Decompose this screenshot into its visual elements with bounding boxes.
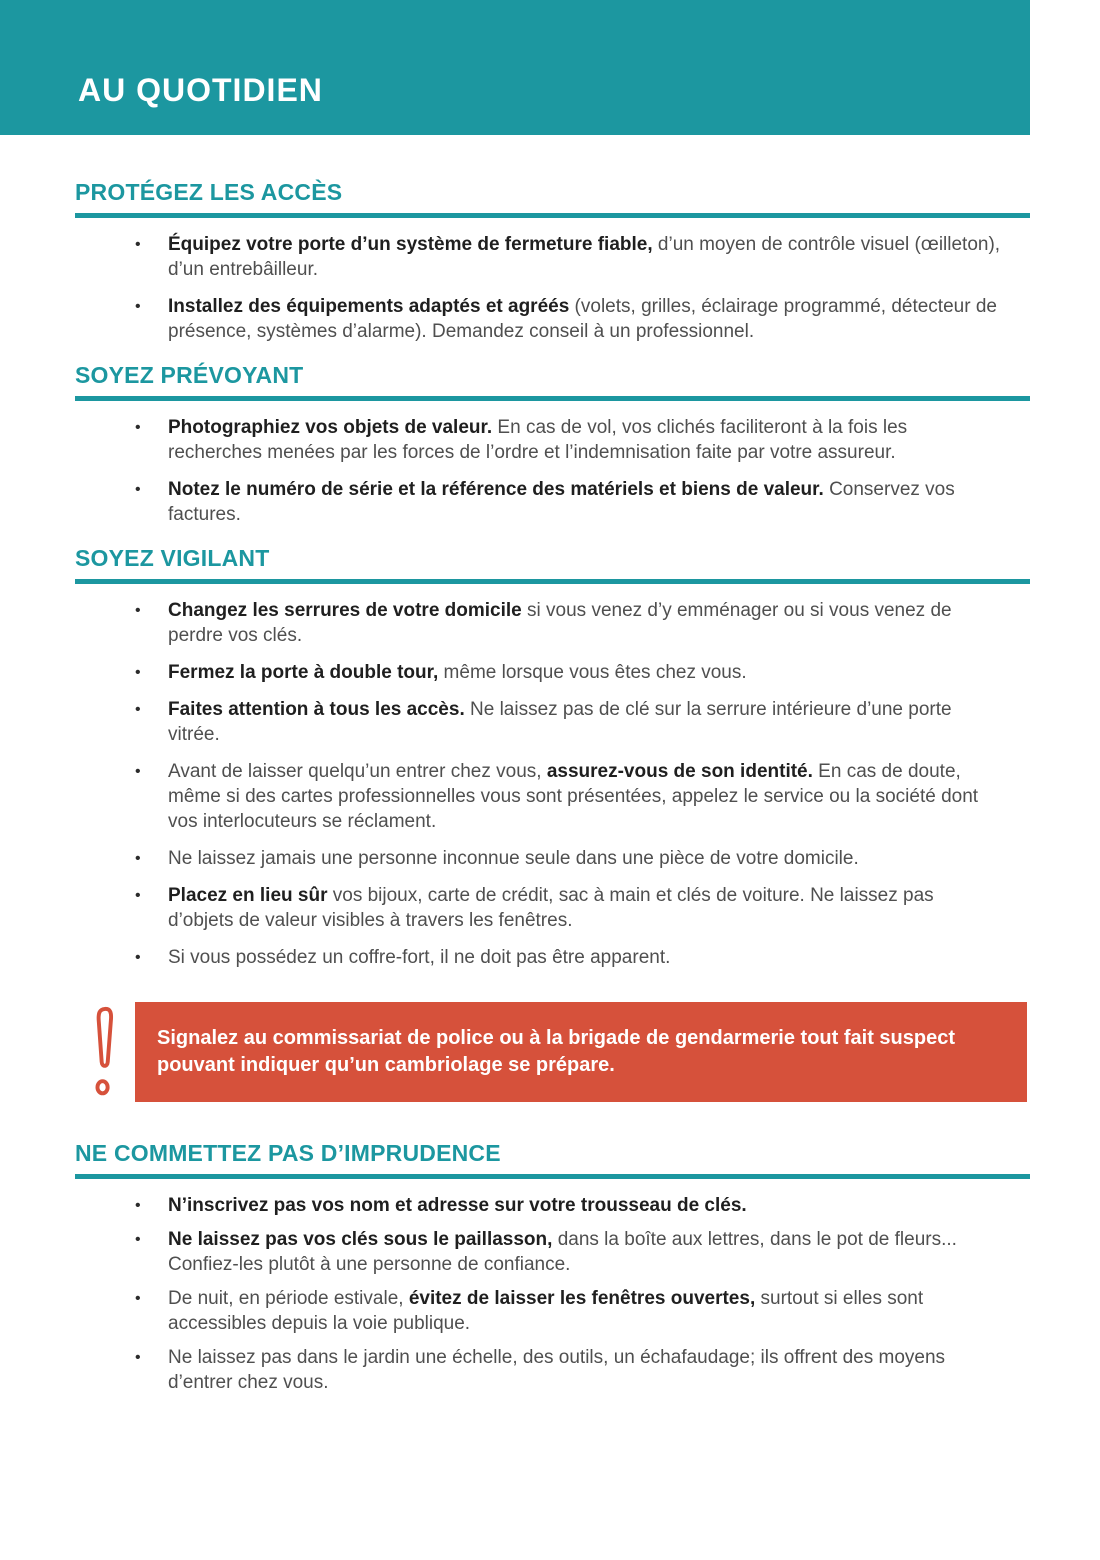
list-item-text [168,945,1003,970]
list-item-text [168,1345,1003,1395]
text-segment-bold: Notez le numéro de série et la référence des matériels et biens de valeur. [168,479,824,500]
list-item [75,232,1030,282]
bullet-icon: • [135,1197,141,1214]
section-protegez-les-acces [75,179,1030,344]
list-item-text [168,697,1003,747]
text-segment-rest: En cas de doute, même si des cartes professionnelles vous sont présentées, appelez le service ou la société dont vos interlocuteurs se réclament. [168,761,979,832]
list-item-text [168,415,1003,465]
list-item [75,697,1030,747]
text-segment-bold: évitez de laisser les fenêtres ouvertes, [408,1288,756,1309]
list-item-text [168,846,1003,871]
section-soyez-prevoyant [75,362,1030,527]
page-banner [0,0,1030,135]
bullet-icon: • [135,887,141,904]
text-segment-rest: dans la boîte aux lettres, dans le pot de fleurs... Confiez-les plutôt à une personne de confiance. [168,1229,957,1275]
bullet-list [75,1193,1030,1395]
text-segment-bold: Changez les serrures de votre domicile [168,600,522,621]
bullet-icon: • [135,481,141,498]
list-item-text [168,759,1003,834]
text-segment-bold: Installez des équipements adaptés et agréés [168,296,570,317]
text-segment-pre: De nuit, en période estivale, [168,1288,409,1309]
list-item [75,759,1030,834]
section-ne-commettez-pas-d-imprudence [75,1140,1030,1395]
text-segment-rest: Ne laissez jamais une personne inconnue seule dans une pièce de votre domicile. [168,848,859,869]
text-segment-rest: Conservez vos factures. [168,479,955,525]
list-item [75,883,1030,933]
list-item [75,1193,1030,1218]
list-item [75,945,1030,970]
text-segment-bold: Faites attention à tous les accès. [168,699,465,720]
list-item-text [168,883,1003,933]
bullet-icon: • [135,949,141,966]
text-segment-rest: surtout si elles sont accessibles depuis la voie publique. [168,1288,924,1334]
list-item [75,294,1030,344]
section-soyez-vigilant [75,545,1030,970]
list-item [75,846,1030,871]
text-segment-bold: assurez-vous de son identité. [546,761,813,782]
text-segment-rest: d’un moyen de contrôle visuel (œilleton), d’un entrebâilleur. [168,234,1001,280]
text-segment-bold: Ne laissez pas vos clés sous le paillasson, [168,1229,553,1250]
bullet-list [75,232,1030,344]
alert-text: Signalez au commissariat de police ou à la brigade de gendarmerie tout fait suspect pouvant indiquer qu’un cambriolage se prépare. [157,1027,955,1076]
list-item [75,660,1030,685]
bullet-icon: • [135,1349,141,1366]
text-segment-rest: vos bijoux, carte de crédit, sac à main et clés de voiture. Ne laissez pas d’objets de valeur visibles à travers les fenêtres. [168,885,934,931]
list-item [75,415,1030,465]
blocks-container [75,179,1030,1395]
text-segment-rest: Si vous possédez un coffre-fort, il ne doit pas être apparent. [168,947,671,968]
text-segment-bold: Fermez la porte à double tour, [168,662,439,683]
list-item [75,598,1030,648]
list-item [75,477,1030,527]
text-segment-rest: En cas de vol, vos clichés faciliteront à la fois les recherches menées par les forces de l’ordre et l’indemnisation faite par votre assureur. [168,417,908,463]
section-heading: PROTÉGEZ LES ACCÈS [75,179,1030,218]
text-segment-bold: Placez en lieu sûr [168,885,328,906]
list-item-text [168,598,1003,648]
bullet-icon: • [135,298,141,315]
bullet-icon: • [135,1290,141,1307]
text-segment-rest: Ne laissez pas dans le jardin une échelle, des outils, un échafaudage; ils offrent des moyens d’entrer chez vous. [168,1347,946,1393]
exclamation-icon [75,1002,135,1102]
bullet-list [75,598,1030,970]
text-segment-bold: Équipez votre porte d’un système de fermeture fiable, [168,234,653,255]
page-title: AU QUOTIDIEN [78,72,323,108]
list-item-text [168,477,1003,527]
bullet-icon: • [135,419,141,436]
bullet-list [75,415,1030,527]
text-segment-pre: Avant de laisser quelqu’un entrer chez vous, [168,761,547,782]
list-item-text [168,232,1003,282]
section-heading: NE COMMETTEZ PAS D’IMPRUDENCE [75,1140,1030,1179]
list-item-text [168,294,1003,344]
text-segment-rest: si vous venez d’y emménager ou si vous venez de perdre vos clés. [168,600,952,646]
bullet-icon: • [135,664,141,681]
list-item-text [168,1286,1003,1336]
list-item-text [168,1227,1003,1277]
bullet-icon: • [135,602,141,619]
bullet-icon: • [135,1231,141,1248]
list-item-text [168,660,1003,685]
section-heading: SOYEZ PRÉVOYANT [75,362,1030,401]
list-item [75,1345,1030,1395]
alert-callout [75,1002,1030,1102]
text-segment-rest: Ne laissez pas de clé sur la serrure intérieure d’une porte vitrée. [168,699,952,745]
bullet-icon: • [135,850,141,867]
list-item-text [168,1193,1003,1218]
text-segment-rest: (volets, grilles, éclairage programmé, détecteur de présence, systèmes d’alarme). Demandez conseil à un professionnel. [168,296,997,342]
content [0,179,1100,1395]
alert-box [135,1002,1027,1102]
list-item [75,1227,1030,1277]
text-segment-bold: Photographiez vos objets de valeur. [168,417,493,438]
section-heading: SOYEZ VIGILANT [75,545,1030,584]
bullet-icon: • [135,236,141,253]
bullet-icon: • [135,763,141,780]
text-segment-bold: N’inscrivez pas vos nom et adresse sur votre trousseau de clés. [168,1195,747,1216]
bullet-icon: • [135,701,141,718]
text-segment-rest: même lorsque vous êtes chez vous. [438,662,747,683]
list-item [75,1286,1030,1336]
